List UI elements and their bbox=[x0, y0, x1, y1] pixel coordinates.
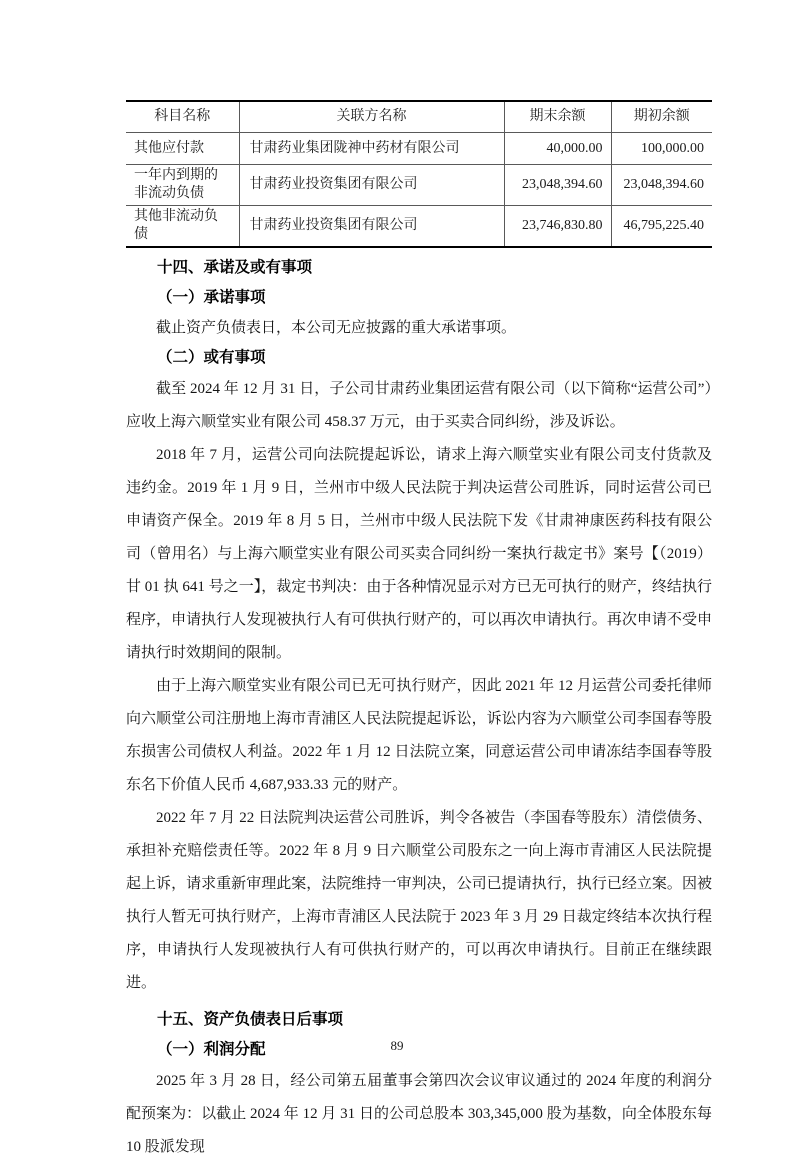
subsection-heading-commitments: （一）承诺事项 bbox=[157, 289, 266, 306]
table-header-cell: 期初余额 bbox=[611, 101, 712, 133]
page-number: 89 bbox=[390, 1038, 404, 1053]
subsection-heading-contingencies: （二）或有事项 bbox=[157, 349, 266, 366]
table-header-row bbox=[126, 101, 712, 133]
table-cell-party: 甘肃药业投资集团有限公司 bbox=[239, 206, 504, 248]
table-header-cell: 期末余额 bbox=[504, 101, 611, 133]
table-row bbox=[126, 206, 712, 248]
table-cell-subject: 其他应付款 bbox=[134, 140, 204, 156]
page-content bbox=[126, 100, 712, 1164]
table-cell-party: 甘肃药业投资集团有限公司 bbox=[239, 165, 504, 206]
table-cell-closing-balance: 23,048,394.60 bbox=[504, 165, 611, 206]
table-header-cell: 关联方名称 bbox=[239, 101, 504, 133]
paragraph-contingency-4: 2022 年 7 月 22 日法院判决运营公司胜诉，判令各被告（李国春等股东）清偿债务、承担补充赔偿责任等。2022 年 8 月 9 日六顺堂公司股东之一向上海市青浦区人民法院提起上诉，请求重新审理此案，法院维持一审判决，公司已提请执行，执行已经立案。因被执行人暂无可执行财产，上海市青浦区人民法院于 2023 年 3 月 29 日裁定终结本次执行程序，申请执行人发现被执行人有可供执行财产的，可以再次申请执行。目前正在继续跟进。 bbox=[126, 810, 712, 991]
table-cell-opening-balance: 46,795,225.40 bbox=[611, 206, 712, 248]
paragraph-contingency-2: 2018 年 7 月，运营公司向法院提起诉讼，请求上海六顺堂实业有限公司支付货款及违约金。2019 年 1 月 9 日，兰州市中级人民法院于判决运营公司胜诉，同时运营公司已申请资产保全。2019 年 8 月 5 日，兰州市中级人民法院下发《甘肃神康医药科技有限公司（曾用名）与上海六顺堂实业有限公司买卖合同纠纷一案执行裁定书》案号【（2019）甘 01 执 641 号之一】，裁定书判决：由于各种情况显示对方已无可执行的财产，终结执行程序，申请执行人发现被执行人有可供执行财产的，可以再次申请执行。再次申请不受申请执行时效期间的限制。 bbox=[126, 447, 712, 661]
table-header-cell: 科目名称 bbox=[154, 109, 211, 124]
paragraph-contingency-1: 截至 2024 年 12 月 31 日，子公司甘肃药业集团运营有限公司（以下简称“运营公司”）应收上海六顺堂实业有限公司 458.37 万元，由于买卖合同纠纷，涉及诉讼。 bbox=[126, 381, 712, 430]
table-cell-closing-balance: 40,000.00 bbox=[504, 133, 611, 165]
table-row bbox=[126, 133, 712, 165]
table-cell-closing-balance: 23,746,830.80 bbox=[504, 206, 611, 248]
table-row bbox=[126, 165, 712, 206]
subsection-heading-profit-distribution: （一）利润分配 bbox=[157, 1041, 266, 1058]
related-party-table bbox=[126, 100, 712, 248]
paragraph-profit-distribution: 2025 年 3 月 28 日，经公司第五届董事会第四次会议审议通过的 2024 年度的利润分配预案为：以截止 2024 年 12 月 31 日的公司总股本 303,345,000 股为基数，向全体股东每 10 股派发现 bbox=[126, 1073, 712, 1155]
table-cell-opening-balance: 23,048,394.60 bbox=[611, 165, 712, 206]
table-cell-party: 甘肃药业集团陇神中药材有限公司 bbox=[239, 133, 504, 165]
section-heading-15: 十五、资产负债表日后事项 bbox=[157, 1011, 344, 1028]
paragraph-contingency-3: 由于上海六顺堂实业有限公司已无可执行财产，因此 2021 年 12 月运营公司委托律师向六顺堂公司注册地上海市青浦区人民法院提起诉讼，诉讼内容为六顺堂公司李国春等股东损害公司债权人利益。2022 年 1 月 12 日法院立案，同意运营公司申请冻结李国春等股东名下价值人民币 4,687,933.33 元的财产。 bbox=[126, 678, 712, 793]
table-cell-opening-balance: 100,000.00 bbox=[611, 133, 712, 165]
paragraph-commitments: 截止资产负债表日，本公司无应披露的重大承诺事项。 bbox=[156, 320, 517, 336]
table-cell-subject: 其他非流动负债 bbox=[134, 209, 218, 242]
table-cell-subject: 一年内到期的非流动负债 bbox=[134, 168, 218, 201]
section-heading-14: 十四、承诺及或有事项 bbox=[157, 259, 313, 276]
